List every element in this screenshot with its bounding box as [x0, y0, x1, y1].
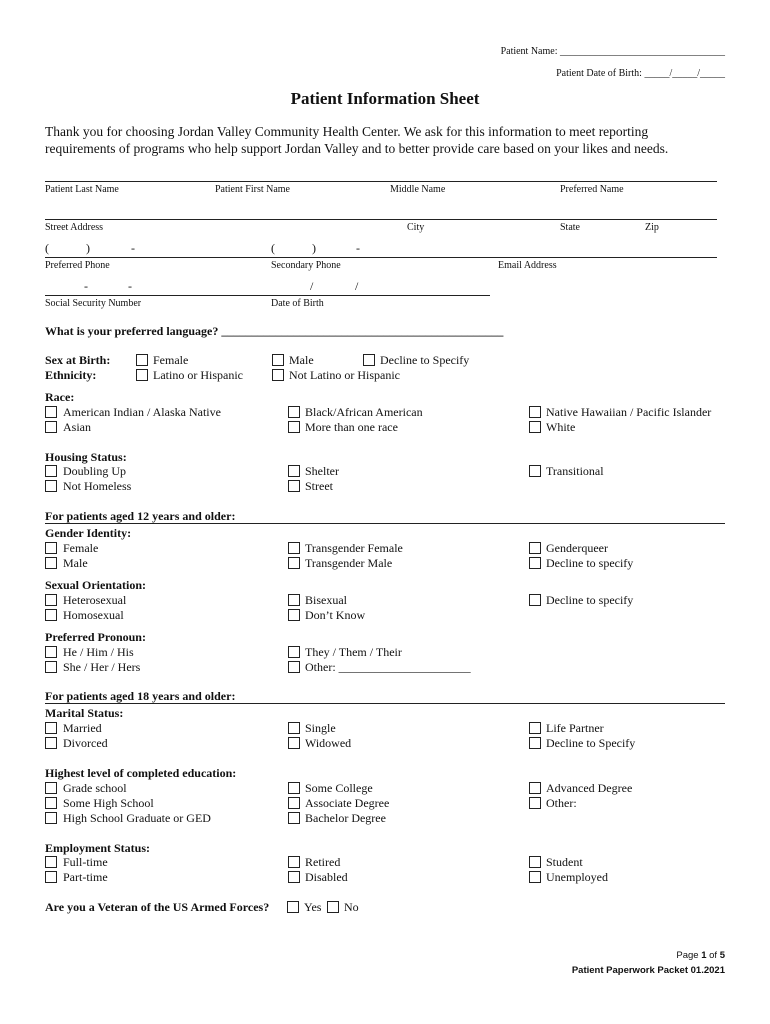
housing-street-checkbox[interactable] — [288, 480, 300, 492]
orientation-homo-label: Homosexual — [63, 608, 124, 622]
education-some-hs-label: Some High School — [63, 796, 154, 810]
pronoun-other-checkbox[interactable] — [288, 661, 300, 673]
age18-heading: For patients aged 18 years and older: — [45, 689, 236, 703]
page-total: 5 — [719, 950, 725, 961]
gender-trans-male-checkbox[interactable] — [288, 557, 300, 569]
race-asian-label: Asian — [63, 420, 91, 434]
marital-divorced-checkbox[interactable] — [45, 737, 57, 749]
ethnicity-label: Ethnicity: — [45, 368, 97, 382]
gender-male-checkbox[interactable] — [45, 557, 57, 569]
phone-row-line — [45, 257, 717, 258]
pronoun-label: Preferred Pronoun: — [45, 630, 146, 644]
marital-single-label: Single — [305, 721, 336, 735]
race-multiple-checkbox[interactable] — [288, 421, 300, 433]
marital-decline-label: Decline to Specify — [546, 736, 636, 750]
secondary-phone-open: ( — [271, 241, 275, 255]
race-white-label: White — [546, 420, 576, 434]
address-row-line — [45, 219, 717, 220]
middle-name-label: Middle Name — [390, 184, 446, 195]
dob-slash-1: / — [310, 279, 314, 293]
dob-label: Date of Birth — [271, 298, 324, 309]
employment-fulltime-checkbox[interactable] — [45, 856, 57, 868]
race-american-indian-checkbox[interactable] — [45, 406, 57, 418]
city-label: City — [407, 222, 425, 233]
employment-disabled-checkbox[interactable] — [288, 871, 300, 883]
employment-retired-label: Retired — [305, 855, 341, 869]
education-grade-label: Grade school — [63, 781, 127, 795]
veteran-no-checkbox[interactable] — [327, 901, 339, 913]
sex-male-label: Male — [289, 353, 314, 367]
language-question[interactable]: What is your preferred language? _______________________________________________ — [45, 324, 504, 338]
gender-genderqueer-label: Genderqueer — [546, 541, 608, 555]
education-advanced-label: Advanced Degree — [546, 781, 633, 795]
preferred-phone-dash: - — [131, 241, 135, 255]
employment-label: Employment Status: — [45, 841, 151, 855]
race-asian-checkbox[interactable] — [45, 421, 57, 433]
gender-female-label: Female — [63, 541, 99, 555]
education-some-college-label: Some College — [305, 781, 373, 795]
age12-divider — [45, 523, 725, 524]
education-hs-grad-checkbox[interactable] — [45, 812, 57, 824]
marital-widowed-label: Widowed — [305, 736, 352, 750]
sex-female-label: Female — [153, 353, 189, 367]
orientation-dont-know-checkbox[interactable] — [288, 609, 300, 621]
page-current: 1 — [701, 950, 707, 961]
pronoun-he-checkbox[interactable] — [45, 646, 57, 658]
preferred-phone-open: ( — [45, 241, 49, 255]
employment-parttime-checkbox[interactable] — [45, 871, 57, 883]
education-other-checkbox[interactable] — [529, 797, 541, 809]
secondary-phone-label: Secondary Phone — [271, 260, 341, 271]
employment-fulltime-label: Full-time — [63, 855, 108, 869]
education-hs-grad-label: High School Graduate or GED — [63, 811, 211, 825]
page-of: of — [709, 950, 718, 961]
ethnicity-latino-checkbox[interactable] — [136, 369, 148, 381]
gender-label: Gender Identity: — [45, 526, 132, 540]
race-label: Race: — [45, 390, 75, 404]
secondary-phone-close: ) — [312, 241, 316, 255]
marital-married-label: Married — [63, 721, 102, 735]
employment-unemployed-checkbox[interactable] — [529, 871, 541, 883]
ethnicity-latino-label: Latino or Hispanic — [153, 368, 243, 382]
name-row-line — [45, 181, 717, 182]
page-prefix: Page — [676, 950, 699, 961]
pronoun-she-label: She / Her / Hers — [63, 660, 141, 674]
first-name-label: Patient First Name — [215, 184, 290, 195]
packet-label: Patient Paperwork Packet 01.2021 — [571, 965, 725, 976]
orientation-dont-know-label: Don’t Know — [305, 608, 366, 622]
page-number — [676, 950, 725, 961]
orientation-decline-checkbox[interactable] — [529, 594, 541, 606]
page-title: Patient Information Sheet — [290, 89, 480, 108]
secondary-phone-dash: - — [356, 241, 360, 255]
gender-decline-label: Decline to specify — [546, 556, 634, 570]
veteran-question: Are you a Veteran of the US Armed Forces? — [45, 900, 270, 914]
ssn-label: Social Security Number — [45, 298, 142, 309]
marital-married-checkbox[interactable] — [45, 722, 57, 734]
employment-student-label: Student — [546, 855, 583, 869]
intro-line-2: requirements of programs who help support Jordan Valley and to better provide care based on your likes and needs. — [45, 141, 669, 156]
ssn-dash-1: - — [84, 279, 88, 293]
sex-decline-label: Decline to Specify — [380, 353, 470, 367]
sex-decline-checkbox[interactable] — [363, 354, 375, 366]
housing-doubling-label: Doubling Up — [63, 464, 126, 478]
gender-male-label: Male — [63, 556, 88, 570]
housing-shelter-checkbox[interactable] — [288, 465, 300, 477]
employment-student-checkbox[interactable] — [529, 856, 541, 868]
orientation-label: Sexual Orientation: — [45, 578, 146, 592]
age18-divider — [45, 703, 725, 704]
marital-single-checkbox[interactable] — [288, 722, 300, 734]
race-pacific-islander-checkbox[interactable] — [529, 406, 541, 418]
zip-label: Zip — [645, 222, 659, 233]
race-black-label: Black/African American — [305, 405, 423, 419]
sex-label: Sex at Birth: — [45, 353, 111, 367]
housing-transitional-checkbox[interactable] — [529, 465, 541, 477]
gender-trans-male-label: Transgender Male — [305, 556, 393, 570]
preferred-phone-label: Preferred Phone — [45, 260, 110, 271]
housing-doubling-checkbox[interactable] — [45, 465, 57, 477]
employment-retired-checkbox[interactable] — [288, 856, 300, 868]
housing-shelter-label: Shelter — [305, 464, 339, 478]
race-white-checkbox[interactable] — [529, 421, 541, 433]
employment-unemployed-label: Unemployed — [546, 870, 608, 884]
orientation-decline-label: Decline to specify — [546, 593, 634, 607]
education-bachelor-label: Bachelor Degree — [305, 811, 386, 825]
pronoun-other-label[interactable]: Other: ______________________ — [305, 660, 471, 674]
orientation-hetero-label: Heterosexual — [63, 593, 127, 607]
orientation-bi-checkbox[interactable] — [288, 594, 300, 606]
education-grade-checkbox[interactable] — [45, 782, 57, 794]
education-some-college-checkbox[interactable] — [288, 782, 300, 794]
sex-male-checkbox[interactable] — [272, 354, 284, 366]
dob-slash-2: / — [355, 279, 359, 293]
gender-trans-female-label: Transgender Female — [305, 541, 403, 555]
housing-street-label: Street — [305, 479, 333, 493]
race-multiple-label: More than one race — [305, 420, 398, 434]
housing-transitional-label: Transitional — [546, 464, 604, 478]
education-bachelor-checkbox[interactable] — [288, 812, 300, 824]
orientation-hetero-checkbox[interactable] — [45, 594, 57, 606]
ssn-row-line — [45, 295, 490, 296]
ethnicity-not-latino-checkbox[interactable] — [272, 369, 284, 381]
veteran-yes-checkbox[interactable] — [287, 901, 299, 913]
education-associate-label: Associate Degree — [305, 796, 390, 810]
race-pacific-islander-label: Native Hawaiian / Pacific Islander — [546, 405, 712, 419]
marital-widowed-checkbox[interactable] — [288, 737, 300, 749]
intro-line-1: Thank you for choosing Jordan Valley Community Health Center. We ask for this information to meet reporting — [45, 124, 649, 139]
marital-life-partner-label: Life Partner — [546, 721, 604, 735]
email-label: Email Address — [498, 260, 557, 271]
marital-decline-checkbox[interactable] — [529, 737, 541, 749]
gender-trans-female-checkbox[interactable] — [288, 542, 300, 554]
education-other-label: Other: — [546, 796, 577, 810]
marital-divorced-label: Divorced — [63, 736, 108, 750]
age12-heading: For patients aged 12 years and older: — [45, 509, 236, 523]
employment-disabled-label: Disabled — [305, 870, 348, 884]
street-label: Street Address — [45, 222, 104, 233]
gender-decline-checkbox[interactable] — [529, 557, 541, 569]
orientation-homo-checkbox[interactable] — [45, 609, 57, 621]
race-american-indian-label: American Indian / Alaska Native — [63, 405, 221, 419]
pronoun-she-checkbox[interactable] — [45, 661, 57, 673]
veteran-yes-label: Yes — [304, 900, 322, 914]
employment-parttime-label: Part-time — [63, 870, 108, 884]
patient-name-field[interactable]: Patient Name: _________________________________ — [500, 46, 725, 57]
marital-label: Marital Status: — [45, 706, 124, 720]
veteran-no-label: No — [344, 900, 359, 914]
education-advanced-checkbox[interactable] — [529, 782, 541, 794]
education-associate-checkbox[interactable] — [288, 797, 300, 809]
pronoun-they-checkbox[interactable] — [288, 646, 300, 658]
gender-female-checkbox[interactable] — [45, 542, 57, 554]
education-some-hs-checkbox[interactable] — [45, 797, 57, 809]
marital-life-partner-checkbox[interactable] — [529, 722, 541, 734]
patient-dob-field[interactable]: Patient Date of Birth: _____/_____/_____ — [556, 68, 725, 79]
education-label: Highest level of completed education: — [45, 766, 237, 780]
state-label: State — [560, 222, 580, 233]
preferred-phone-close: ) — [86, 241, 90, 255]
pronoun-they-label: They / Them / Their — [305, 645, 402, 659]
preferred-name-label: Preferred Name — [560, 184, 624, 195]
housing-not-homeless-checkbox[interactable] — [45, 480, 57, 492]
ethnicity-not-latino-label: Not Latino or Hispanic — [289, 368, 400, 382]
orientation-bi-label: Bisexual — [305, 593, 347, 607]
ssn-dash-2: - — [128, 279, 132, 293]
housing-label: Housing Status: — [45, 450, 127, 464]
pronoun-he-label: He / Him / His — [63, 645, 134, 659]
last-name-label: Patient Last Name — [45, 184, 119, 195]
housing-not-homeless-label: Not Homeless — [63, 479, 132, 493]
sex-female-checkbox[interactable] — [136, 354, 148, 366]
gender-genderqueer-checkbox[interactable] — [529, 542, 541, 554]
race-black-checkbox[interactable] — [288, 406, 300, 418]
